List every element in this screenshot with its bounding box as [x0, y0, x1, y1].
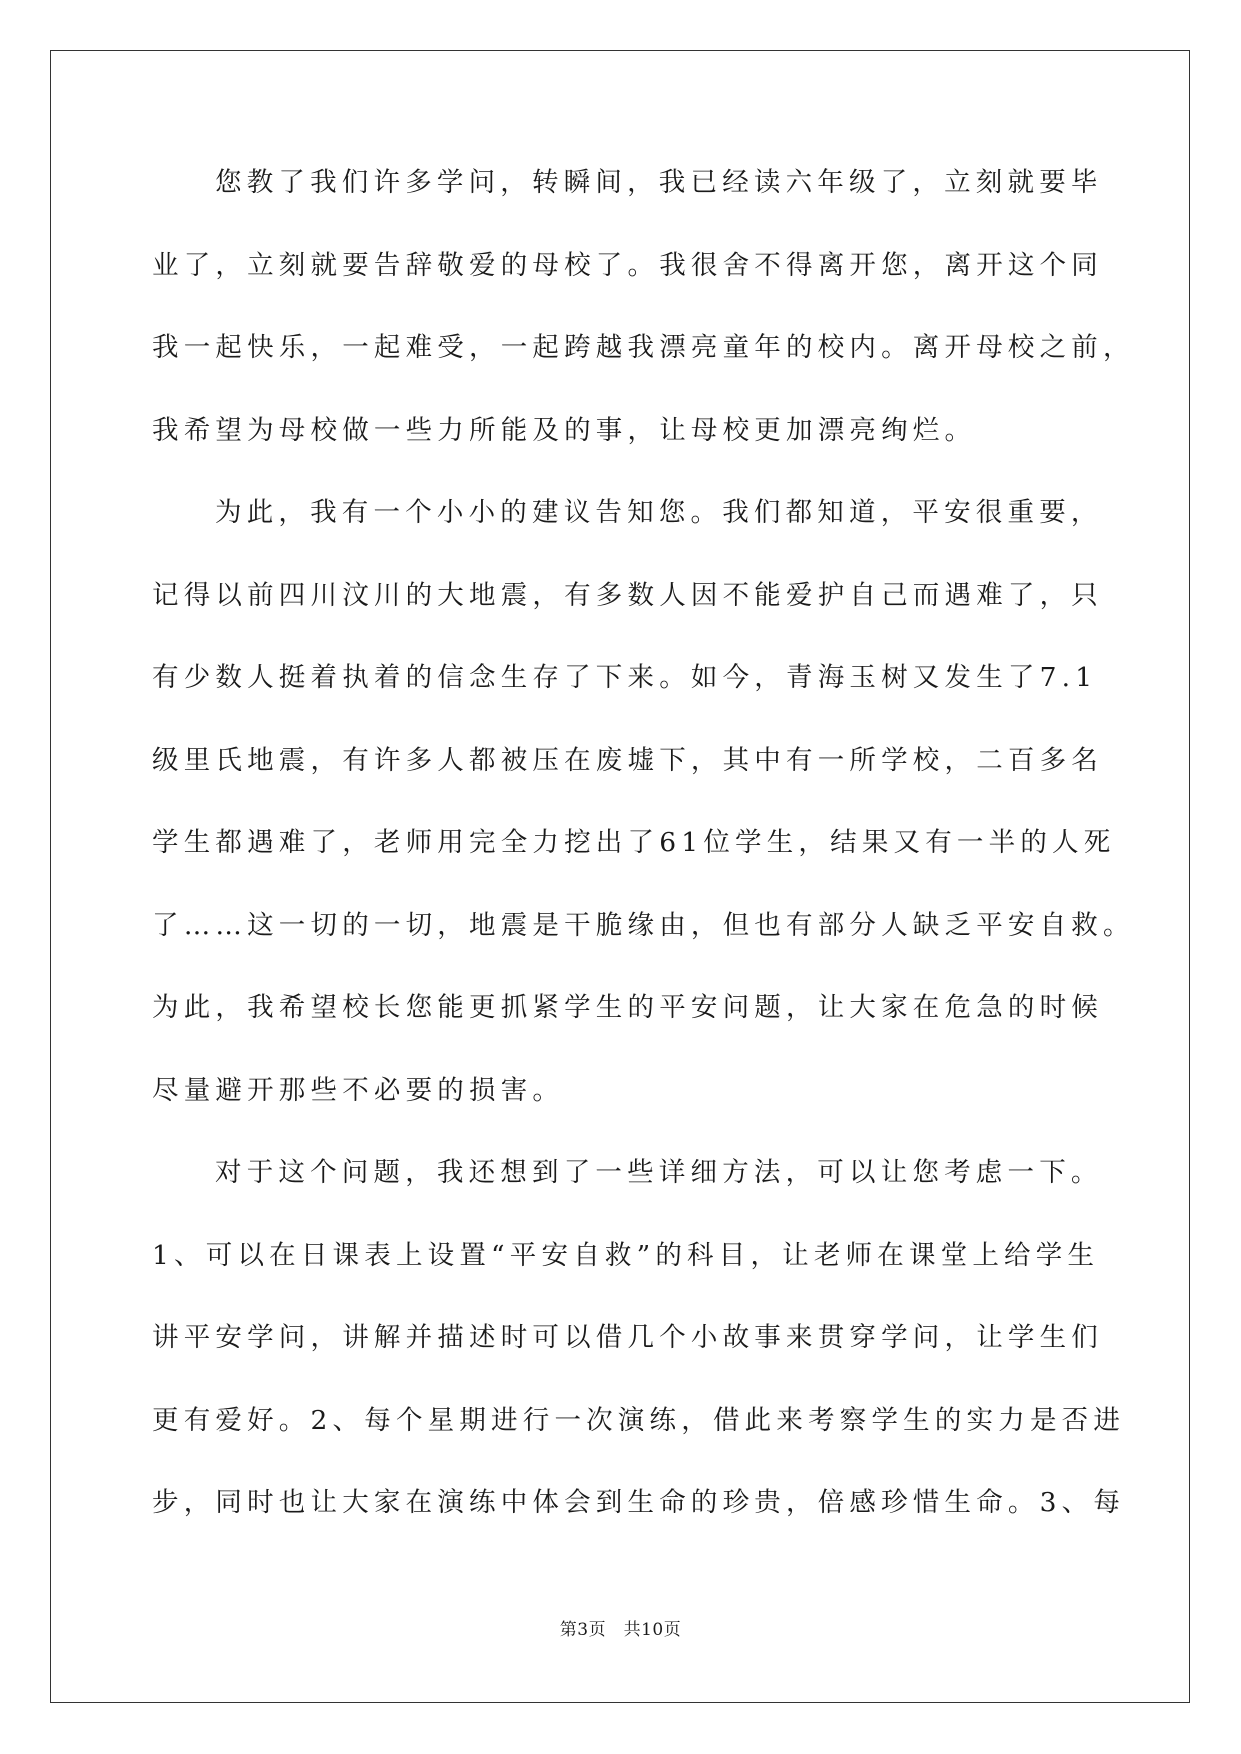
text-line: 级里氏地震，有许多人都被压在废墟下，其中有一所学校，二百多名	[152, 744, 1103, 776]
text-line: 讲平安学问，讲解并描述时可以借几个小故事来贯穿学问，让学生们	[152, 1322, 1103, 1353]
text-line: 了……这一切的一切，地震是干脆缘由，但也有部分人缺乏平安自救。	[152, 909, 1135, 941]
text-line: 1、可以在日课表上设置“平安自救”的科目，让老师在课堂上给学生	[152, 1239, 1100, 1271]
text-line: 有少数人挺着执着的信念生存了下来。如今，青海玉树又发生了7.1	[152, 662, 1098, 693]
text-line: 我希望为母校做一些力所能及的事，让母校更加漂亮绚烂。	[152, 414, 977, 446]
text-line: 更有爱好。2、每个星期进行一次演练，借此来考察学生的实力是否进	[152, 1404, 1126, 1436]
text-line: 记得以前四川汶川的大地震，有多数人因不能爱护自己而遇难了，只	[152, 579, 1103, 611]
document-body	[152, 160, 1135, 1563]
text-line: 为此，我希望校长您能更抓紧学生的平安问题，让大家在危急的时候	[152, 992, 1103, 1023]
page-number-footer: 第3页 共10页	[559, 1620, 682, 1640]
text-line: 我一起快乐，一起难受，一起跨越我漂亮童年的校内。离开母校之前，	[152, 332, 1135, 363]
text-line: 为此，我有一个小小的建议告知您。我们都知道，平安很重要，	[215, 497, 1103, 528]
text-line: 对于这个问题，我还想到了一些详细方法，可以让您考虑一下。	[215, 1157, 1103, 1188]
text-line: 业了，立刻就要告辞敬爱的母校了。我很舍不得离开您，离开这个同	[152, 249, 1103, 281]
text-line: 步，同时也让大家在演练中体会到生命的珍贵，倍感珍惜生命。3、每	[152, 1487, 1126, 1518]
text-line: 您教了我们许多学问，转瞬间，我已经读六年级了，立刻就要毕	[215, 167, 1103, 198]
text-line: 学生都遇难了，老师用完全力挖出了61位学生，结果又有一半的人死	[152, 827, 1116, 858]
text-line: 尽量避开那些不必要的损害。	[152, 1074, 565, 1106]
